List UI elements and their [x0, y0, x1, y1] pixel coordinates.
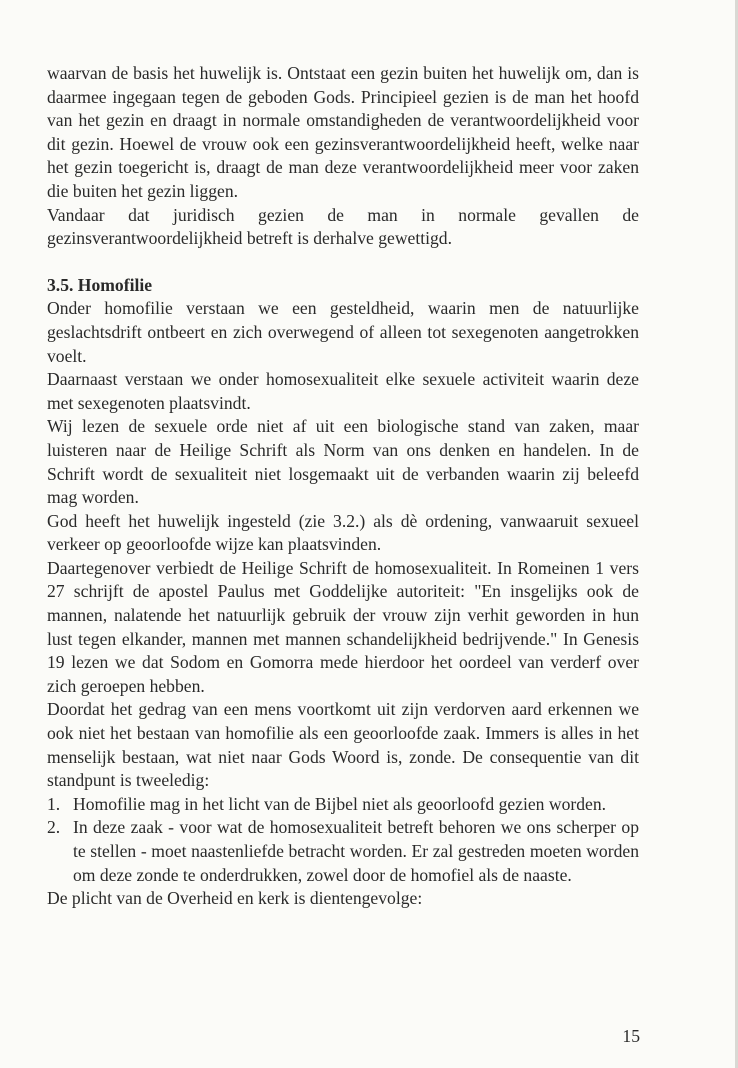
- list-item: [47, 816, 639, 887]
- section-paragraph-2: Daarnaast verstaan we onder homosexualiteit elke sexuele activiteit waarin deze met sexegenoten plaatsvindt.: [47, 369, 639, 413]
- list-item-number: 2.: [47, 817, 61, 838]
- list-item-number: 1.: [47, 793, 61, 814]
- section-paragraph-1: Onder homofilie verstaan we een gesteldheid, waarin men de natuurlijke geslachtsdrift ontbeert en zich overwegend of alleen tot sexegenoten aangetrokken voelt.: [47, 298, 639, 366]
- numbered-list: [47, 793, 639, 887]
- list-item: [47, 793, 639, 817]
- page-body: [47, 62, 639, 911]
- section-paragraph-4: God heeft het huwelijk ingesteld (zie 3.2.) als dè ordening, vanwaaruit sexueel verkeer op geoorloofde wijze kan plaatsvinden.: [47, 510, 639, 555]
- section-paragraph-6: Doordat het gedrag van een mens voortkomt uit zijn verdorven aard erkennen we ook niet het bestaan van homofilie als een geoorloofde zaak. Immers is alles in het menselijk bestaan, wat niet naar Gods Woord is, zonde. De consequentie van dit standpunt is tweeledig:: [47, 699, 639, 791]
- closing-paragraph: De plicht van de Overheid en kerk is dientengevolge:: [47, 888, 423, 909]
- section-paragraph-3: Wij lezen de sexuele orde niet af uit een biologische stand van zaken, maar luisteren naar de Heilige Schrift als Norm van ons denken en handelen. In de Schrift wordt de sexualiteit niet losgemaakt uit de verbanden waarin zij beleefd mag worden.: [47, 416, 639, 508]
- intro-paragraph-2: Vandaar dat juridisch gezien de man in normale gevallen de gezinsverantwoordelijkheid betreft is derhalve gewettigd.: [47, 204, 639, 249]
- section-paragraph-5: Daartegenover verbiedt de Heilige Schrift de homosexualiteit. In Romeinen 1 vers 27 schrijft de apostel Paulus met Goddelijke autoriteit: "En insgelijks ook de mannen, nalatende het natuurlijk gebruik der vrouw zijn verhit geworden in hun lust tegen elkander, mannen met mannen schandelijkheid bedrijvende." In Genesis 19 lezen we dat Sodom en Gomorra mede hierdoor het oordeel van verderf over zich geroepen hebben.: [47, 557, 639, 696]
- page-number: 15: [622, 1026, 640, 1046]
- intro-paragraph-1: waarvan de basis het huwelijk is. Ontstaat een gezin buiten het huwelijk om, dan is daarmee ingegaan tegen de geboden Gods. Principieel gezien is de man het hoofd van het gezin en draagt in normale omstandigheden de verantwoordelijkheid voor dit gezin. Hoewel de vrouw ook een gezinsverantwoordelijkheid heeft, welke naar het gezin toegericht is, draagt de man deze verantwoordelijkheid meer voor zaken die buiten het gezin liggen.: [47, 63, 639, 201]
- list-item-text: Homofilie mag in het licht van de Bijbel niet als geoorloofd gezien worden.: [73, 793, 607, 814]
- list-item-text: In deze zaak - voor wat de homosexualiteit betreft behoren we ons scherper op te stellen - moet naastenliefde betracht worden. Er zal gestreden moeten worden om deze zonde te onderdrukken, zowel door de homofiel als de naaste.: [73, 817, 639, 885]
- section-heading: 3.5. Homofilie: [47, 274, 153, 295]
